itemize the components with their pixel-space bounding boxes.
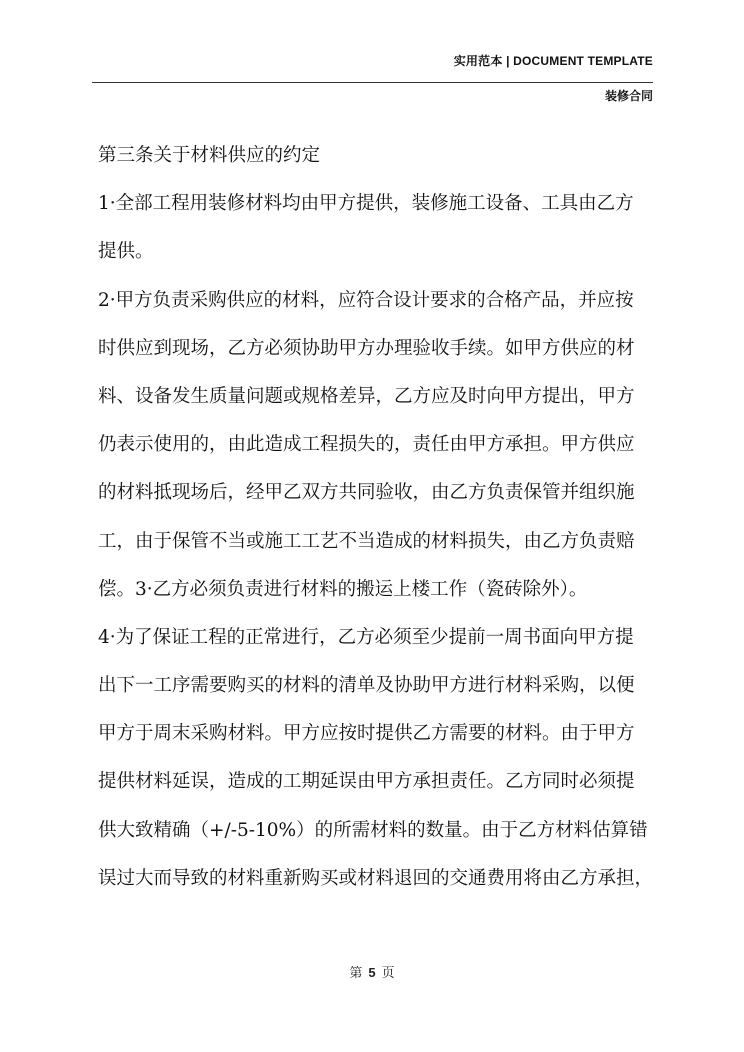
body-line: 工，由于保管不当或施工工艺不当造成的材料损失，由乙方负责赔 (98, 530, 635, 552)
body-line: 2·甲方负责采购供应的材料，应符合设计要求的合格产品，并应按 (98, 289, 634, 311)
body-line: 提供材料延误，造成的工期延误由甲方承担责任。乙方同时必须提 (98, 771, 635, 793)
page-number: 5 (368, 965, 376, 980)
body-line: 4·为了保证工程的正常进行，乙方必须至少提前一周书面向甲方提 (98, 626, 634, 648)
header-divider (92, 82, 653, 83)
document-body (98, 139, 658, 910)
body-line: 供大致精确（+/-5-10%）的所需材料的数量。由于乙方材料估算错 (98, 819, 648, 841)
body-line: 提供。 (98, 241, 154, 263)
body-line: 误过大而导致的材料重新购买或材料退回的交通费用将由乙方承担， (98, 867, 654, 889)
body-line: 第三条关于材料供应的约定 (98, 145, 321, 166)
body-line: 仍表示使用的，由此造成工程损失的，责任由甲方承担。甲方供应 (98, 434, 635, 456)
footer-prefix: 第 (349, 966, 363, 981)
footer-suffix: 页 (381, 966, 395, 981)
body-line: 料、设备发生质量问题或规格差异，乙方应及时向甲方提出，甲方 (98, 385, 635, 407)
body-line: 出下一工序需要购买的材料的清单及协助甲方进行材料采购，以便 (98, 675, 635, 697)
body-line: 偿。3·乙方必须负责进行材料的搬运上楼工作（瓷砖除外）。 (98, 578, 588, 600)
body-line: 1·全部工程用装修材料均由甲方提供，装修施工设备、工具由乙方 (98, 193, 634, 215)
page-footer (0, 962, 744, 981)
page-header-subtitle: 装修合同 (604, 89, 653, 103)
body-line: 时供应到现场，乙方必须协助甲方办理验收手续。如甲方供应的材 (98, 337, 635, 359)
body-line: 的材料抵现场后，经甲乙双方共同验收，由乙方负责保管并组织施 (98, 482, 635, 504)
body-line: 甲方于周末采购材料。甲方应按时提供乙方需要的材料。由于甲方 (98, 723, 635, 745)
page-header-title: 实用范本 | DOCUMENT TEMPLATE (453, 54, 653, 68)
